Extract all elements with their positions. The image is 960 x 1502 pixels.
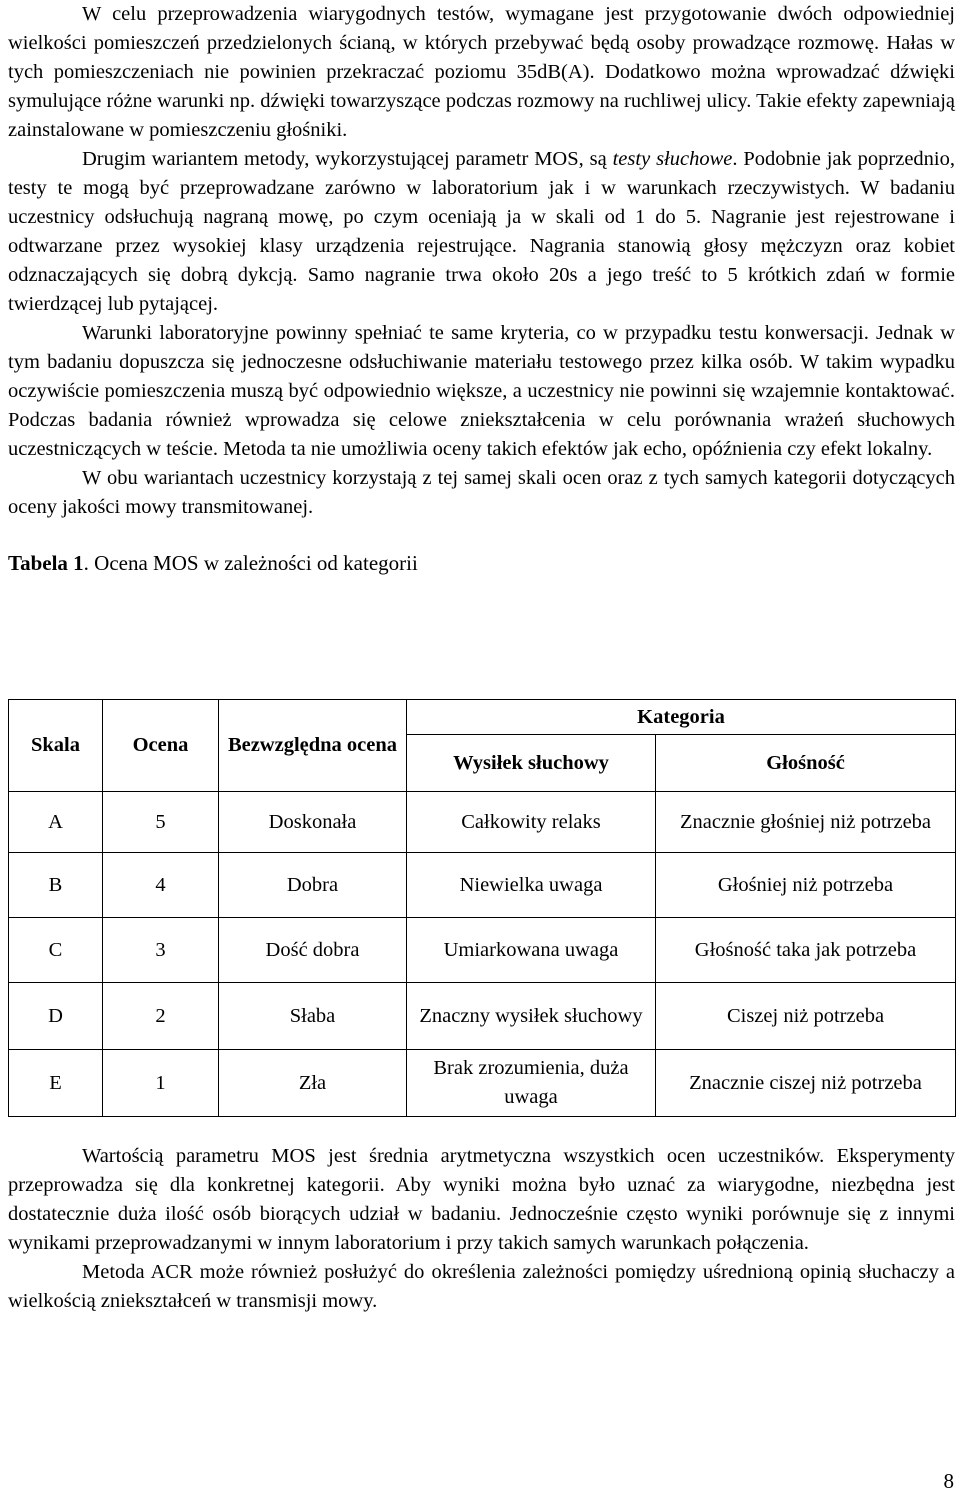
document-page — [8, 0, 955, 1312]
cell-wysilek: Brak zrozumienia, duża uwaga — [407, 1050, 656, 1117]
table-row — [9, 1050, 956, 1117]
table-caption — [8, 549, 955, 578]
cell-wysilek: Znaczny wysiłek słuchowy — [407, 983, 656, 1050]
table-caption-text: . Ocena MOS w zależności od kategorii — [83, 551, 418, 575]
cell-bezwzgledna: Zła — [219, 1050, 407, 1117]
table-row — [9, 918, 956, 983]
page-number: 8 — [943, 1469, 954, 1493]
table-caption-label: Tabela 1 — [8, 551, 84, 575]
cell-glosnosc: Ciszej niż potrzeba — [656, 983, 956, 1050]
cell-ocena: 3 — [103, 918, 219, 983]
cell-ocena: 2 — [103, 983, 219, 1050]
header-kategoria: Kategoria — [407, 700, 956, 735]
cell-wysilek: Umiarkowana uwaga — [407, 918, 656, 983]
cell-ocena: 1 — [103, 1050, 219, 1117]
paragraph-listening-tests-before: Drugim wariantem metody, wykorzystującej parametr MOS, są — [82, 148, 613, 170]
paragraph-test-rooms: W celu przeprowadzenia wiarygodnych testów, wymagane jest przygotowanie dwóch odpowiedniej wielkości pomieszczeń przedzielonych ścianą, w których przebywać będą osoby prowadzące rozmowę. Hałas w tych pomieszczeniach nie powinien przekraczać poziomu 35dB(A). Dodatkowo można wprowadzać dźwięki symulujące różne warunki np. dźwięki towarzyszące podczas rozmowy na ruchliwej ulicy. Takie efekty zapewniają zainstalowane w pomieszczeniu głośniki. — [8, 3, 955, 141]
text-block-bottom — [8, 1142, 955, 1316]
cell-glosnosc: Znacznie ciszej niż potrzeba — [656, 1050, 956, 1117]
table-header-row-1 — [9, 700, 956, 735]
table-row — [9, 792, 956, 853]
cell-glosnosc: Głośniej niż potrzeba — [656, 853, 956, 918]
paragraph-listening-tests-after: . Podobnie jak poprzednio, testy te mogą być przeprowadzane zarówno w laboratorium jak i w warunkach rzeczywistych. W badaniu uczestnicy odsłuchują nagraną mowę, po czym oceniają ja w skali od 1 do 5. Nagranie jest rejestrowane i odtwarzane przez wysokiej klasy urządzenia rejestrujące. Nagrania stanowią głosy mężczyzn oraz kobiet odznaczających się dobrą dykcją. Samo nagranie trwa około 20s a jego treść to 5 krótkich zdań w formie twierdzącej lub pytającej. — [8, 148, 955, 315]
paragraph-mos-average: Wartością parametru MOS jest średnia arytmetyczna wszystkich ocen uczestników. Eksperymenty przeprowadza się dla konkretnej kategorii. Aby wyniki można było uznać za wiarygodne, niezbędna jest dostatecznie duża ilość osób biorących udział w badaniu. Jednocześnie często wyniki porównuje się z innymi wynikami przeprowadzanymi w innym laboratorium i przy takich samych warunkach połączenia. — [8, 1145, 955, 1254]
cell-wysilek: Całkowity relaks — [407, 792, 656, 853]
header-ocena: Ocena — [103, 700, 219, 792]
table-row — [9, 853, 956, 918]
cell-skala: A — [9, 792, 103, 853]
cell-wysilek: Niewielka uwaga — [407, 853, 656, 918]
cell-skala: D — [9, 983, 103, 1050]
header-wysilek-sluchowy: Wysiłek słuchowy — [407, 735, 656, 792]
cell-bezwzgledna: Dobra — [219, 853, 407, 918]
table-row — [9, 983, 956, 1050]
paragraph-listening-tests-italic: testy słuchowe — [612, 148, 733, 170]
cell-bezwzgledna: Słaba — [219, 983, 407, 1050]
header-bezwzgledna-ocena: Bezwzględna ocena — [219, 700, 407, 792]
cell-ocena: 4 — [103, 853, 219, 918]
text-block-top — [8, 0, 955, 522]
cell-bezwzgledna: Doskonała — [219, 792, 407, 853]
cell-ocena: 5 — [103, 792, 219, 853]
paragraph-acr-method: Metoda ACR może również posłużyć do określenia zależności pomiędzy uśrednioną opinią słuchaczy a wielkością zniekształceń w transmisji mowy. — [8, 1261, 955, 1312]
cell-skala: B — [9, 853, 103, 918]
paragraph-lab-conditions: Warunki laboratoryjne powinny spełniać te same kryteria, co w przypadku testu konwersacji. Jednak w tym badaniu dopuszcza się jednoczesne odsłuchiwanie materiału testowego przez kilka osób. W takim wypadku oczywiście pomieszczenia muszą być odpowiednio większe, a uczestnicy nie powinni się wzajemnie kontaktować. Podczas badania również wprowadza się celowe zniekształcenia w celu porównania wrażeń słuchowych uczestniczących w teście. Metoda ta nie umożliwia oceny takich efektów jak echo, opóźnienia czy efekt lokalny. — [8, 322, 955, 460]
cell-skala: C — [9, 918, 103, 983]
paragraph-listening-tests — [8, 145, 955, 319]
cell-glosnosc: Znacznie głośniej niż potrzeba — [656, 792, 956, 853]
header-glosnosc: Głośność — [656, 735, 956, 792]
cell-skala: E — [9, 1050, 103, 1117]
header-skala: Skala — [9, 700, 103, 792]
cell-glosnosc: Głośność taka jak potrzeba — [656, 918, 956, 983]
cell-bezwzgledna: Dość dobra — [219, 918, 407, 983]
mos-rating-table — [8, 699, 956, 1117]
paragraph-both-variants: W obu wariantach uczestnicy korzystają z tej samej skali ocen oraz z tych samych kategorii dotyczących oceny jakości mowy transmitowanej. — [8, 467, 955, 518]
